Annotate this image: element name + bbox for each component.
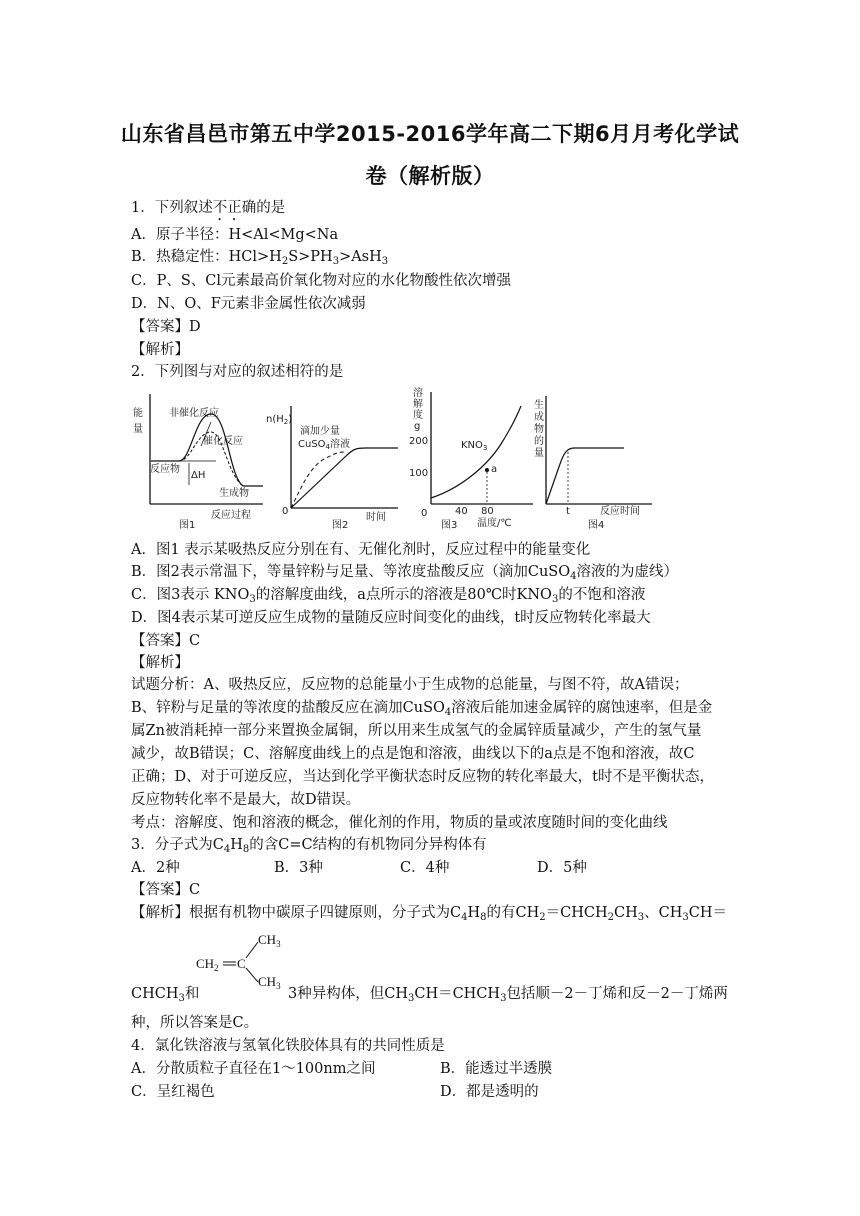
q2-explanation-text: B、锌粉与足量的等浓度的盐酸反应在滴加CuSO: [131, 700, 445, 716]
q3-option-d: D．5种: [537, 860, 587, 876]
q4-option-a: A．分散质粒子直径在1～100nm之间: [131, 1061, 376, 1077]
subscript: 8: [242, 844, 250, 855]
q1-option-b-text: B．热稳定性：HCl>H: [131, 249, 282, 265]
struct-text: CH: [258, 932, 277, 947]
q3-explanation-line: [131, 904, 727, 927]
q4-option-d: D．都是透明的: [440, 1084, 539, 1100]
q3-option-c: C．4种: [400, 860, 450, 876]
isobutene-structure: [190, 928, 300, 996]
fig3-ylabel: 解: [413, 399, 423, 410]
q1-stem-text-end: 确的是: [241, 200, 286, 216]
fig2-note: [298, 437, 350, 451]
q3-stem-text: 的含C=C结构的有机物同分异构体有: [249, 837, 487, 853]
fig4-ylabel: 成: [534, 412, 544, 423]
figure-3-solubility-curve: [401, 386, 535, 532]
fig2-caption: 图2: [332, 520, 349, 531]
q2-answer: 【答案】C: [131, 633, 201, 649]
q2-explanation-line: 试题分析：A、吸热反应，反应物的总能量小于生成物的总能量，与图不符，故A错误；: [131, 677, 689, 693]
fig2-xlabel: 时间: [366, 512, 386, 523]
fig3-tick-200: 200: [409, 436, 429, 447]
fig4-ylabel: 量: [534, 448, 544, 459]
fig4-curve: [546, 448, 624, 504]
q3-explanation-line: 种，所以答案是C。: [131, 1015, 259, 1031]
fig3-curve-label: [461, 440, 487, 452]
q2-option-c-text: 的不饱和溶液: [558, 587, 646, 603]
fig4-ylabel: 的: [534, 436, 544, 447]
struct-c: C: [237, 956, 246, 971]
q1-option-a: A．原子半径：H<Al<Mg<Na: [131, 227, 339, 243]
q1-stem-emphasis: 不正: [212, 200, 242, 216]
subscript: 3: [500, 993, 507, 1004]
fig4-ylabel: 物: [534, 424, 544, 435]
fig3-point-a: [485, 468, 489, 472]
q3-answer: 【答案】C: [131, 882, 201, 898]
subscript: 4: [325, 443, 331, 451]
q3-explanation-line: [131, 985, 199, 1008]
subscript: 3: [276, 981, 281, 991]
q4-stem: 4．氯化铁溶液与氢氧化铁胶体具有的共同性质是: [131, 1038, 445, 1054]
q3-explanation-text: CH＝: [688, 905, 727, 921]
fig1-catalyzed-label: 催化反应: [203, 436, 243, 447]
subscript: 2: [281, 256, 289, 267]
q2-analysis: 【解析】: [131, 655, 189, 671]
subscript: 2: [214, 963, 219, 973]
subscript: 3: [682, 912, 689, 923]
fig3-ylabel: g: [414, 421, 421, 432]
q2-option-b-text: B．图2表示常温下，等量锌粉与足量、等浓度盐酸反应（滴加CuSO: [131, 564, 571, 580]
fig2-note: 滴加少量: [300, 426, 340, 437]
fig4-ylabel: 生: [534, 400, 544, 411]
fig3-xlabel: 温度/℃: [477, 518, 512, 529]
subscript: 3: [637, 912, 645, 923]
q1-stem-text: 1．下列叙述: [131, 200, 213, 216]
fig1-ylabel: 量: [133, 424, 143, 435]
fig3-ylabel: 溶: [413, 388, 423, 399]
q3-explanation-text: ＝CHCH: [545, 905, 608, 921]
q2-option-b-text: 溶液的为虚线）: [576, 564, 679, 580]
fig2-note-text: 溶液: [330, 439, 351, 450]
struct-text: CH: [196, 956, 215, 971]
fig1-uncatalyzed-label: 非催化反应: [169, 408, 219, 419]
subscript: 3: [551, 594, 559, 605]
fig2-note-text: CuSO: [298, 439, 326, 450]
q2-explanation-line: 减少，故B错误；C、溶解度曲线上的点是饱和溶液，曲线以下的a点是不饱和溶液，故C: [131, 746, 695, 762]
q3-explanation-text: CH＝CHCH: [414, 986, 501, 1002]
q3-explanation-text: 【解析】根据有机物中碳原子四键原则，分子式为C: [131, 905, 462, 921]
subscript: 8: [480, 912, 487, 923]
fig1-ylabel: 能: [133, 408, 143, 419]
q1-option-d: D．N、O、F元素非金属性依次减弱: [131, 296, 366, 312]
q2-explanation-line: 反应物转化率不是最大，故D错误。: [131, 792, 361, 808]
q1-analysis: 【解析】: [131, 342, 189, 358]
fig3-tick-0: 0: [421, 508, 428, 519]
subscript: 3: [407, 993, 415, 1004]
q2-explanation-line: 属Zn被消耗掉一部分来置换金属铜，所以用来生成氢气的金属锌质量减少，产生的氢气量: [131, 723, 702, 739]
q3-explanation-text: 3种异构体，但CH: [288, 986, 408, 1002]
q2-option-d: D．图4表示某可逆反应生成物的量随反应时间变化的曲线，t时反应物转化率最大: [131, 610, 651, 626]
fig1-product-label: 生成物: [219, 488, 249, 499]
q2-option-a: A．图1 表示某吸热反应分别在有、无催化剂时，反应过程中的能量变化: [131, 542, 591, 558]
subscript: 2: [283, 418, 289, 426]
q2-option-b: [131, 563, 678, 586]
figure-1-energy-diagram: [131, 386, 266, 532]
subscript: 2: [539, 912, 546, 923]
fig1-reactant-label: 反应物: [150, 464, 180, 475]
q3-explanation-text: H: [467, 905, 481, 921]
q3-option-b: B．3种: [274, 860, 323, 876]
subscript: 3: [381, 256, 389, 267]
fig2-origin: 0: [282, 506, 289, 517]
struct-ch3-top: [258, 932, 281, 949]
fig1-dh-label: ΔH: [191, 470, 206, 481]
fig4-t-label: t: [566, 506, 570, 517]
fig3-kno3-curve: [431, 406, 521, 498]
subscript: 3: [482, 444, 488, 452]
q4-option-b: B．能透过半透膜: [440, 1061, 553, 1077]
bond-line: [246, 968, 258, 982]
struct-ch3-bottom: [258, 974, 281, 991]
fig4-xlabel: 反应时间: [600, 506, 640, 517]
subscript: 4: [444, 707, 452, 718]
fig3-tick-80: 80: [481, 506, 494, 517]
q3-option-a: A．2种: [131, 860, 180, 876]
fig1-uncatalyzed-curve: [151, 414, 263, 486]
fig3-ylabel: 度: [413, 410, 423, 421]
fig2-ylabel-text: ): [288, 414, 293, 425]
q3-explanation-text: 的有CH: [486, 905, 540, 921]
q3-explanation-text: 包括顺－2－丁烯和反－2－丁烯两: [506, 986, 728, 1002]
subscript: 3: [249, 594, 256, 605]
q2-option-c: [131, 586, 645, 609]
fig2-dashed-curve: [291, 452, 344, 508]
q1-option-b-text: >AsH: [339, 249, 382, 265]
q3-stem: [131, 836, 487, 859]
q1-option-b: [131, 248, 388, 271]
figure-2-hydrogen-time: [266, 386, 402, 532]
fig2-solid-curve: [291, 448, 398, 508]
page-title-line2: 卷（解析版）: [365, 164, 495, 188]
q1-option-b-text: S>PH: [288, 249, 333, 265]
struct-ch2: [196, 956, 219, 973]
fig3-point-label: a: [491, 464, 498, 475]
q2-explanation-line: [131, 699, 712, 722]
q2-stem: 2．下列图与对应的叙述相符的是: [131, 364, 344, 380]
bond-line: [246, 942, 258, 958]
struct-text: CH: [258, 974, 277, 989]
q2-kaodian: 考点：溶解度、饱和溶液的概念，催化剂的作用，物质的量或浓度随时间的变化曲线: [131, 815, 668, 831]
q2-option-c-text: 的溶解度曲线，a点所示的溶液是80℃时KNO: [255, 587, 552, 603]
q4-option-c: C．呈红褐色: [131, 1084, 215, 1100]
subscript: 4: [461, 912, 468, 923]
q3-stem-text: 3．分子式为C: [131, 837, 224, 853]
q3-explanation-line: [288, 985, 728, 1008]
subscript: 3: [178, 993, 185, 1004]
q1-answer: 【答案】D: [131, 319, 201, 335]
q1-stem: [131, 199, 285, 224]
fig4-caption: 图4: [588, 520, 605, 531]
page-title-line1: 山东省昌邑市第五中学2015-2016学年高二下期6月月考化学试: [120, 122, 740, 146]
fig3-tick-100: 100: [409, 468, 429, 479]
q3-explanation-text: 、CH: [644, 905, 683, 921]
q2-option-c-text: C．图3表示 KNO: [131, 587, 250, 603]
q3-stem-text: H: [230, 837, 243, 853]
fig3-tick-40: 40: [455, 506, 468, 517]
q1-option-c: C．P、S、Cl元素最高价氧化物对应的水化物酸性依次增强: [131, 273, 512, 289]
subscript: 3: [276, 939, 281, 949]
q2-explanation-text: 溶液后能加速金属锌的腐蚀速率，但是金: [451, 700, 713, 716]
q3-explanation-text: CH: [613, 905, 638, 921]
subscript: 4: [570, 571, 577, 582]
q3-explanation-text: CHCH: [131, 986, 179, 1002]
subscript: 3: [332, 256, 340, 267]
fig3-caption: 图3: [441, 520, 458, 531]
figure-4-product-time: [534, 386, 664, 532]
q2-explanation-line: 正确；D、对于可逆反应，当达到化学平衡状态时反应物的转化率最大，t时不是平衡状态，: [131, 769, 714, 785]
fig1-xlabel: 反应过程: [211, 510, 251, 521]
q3-explanation-text: 和: [184, 986, 200, 1002]
fig3-curve-text: KNO: [461, 440, 483, 451]
fig2-ylabel-text: n(H: [266, 414, 284, 425]
subscript: 4: [223, 844, 231, 855]
subscript: 2: [607, 912, 614, 923]
fig2-ylabel: [266, 414, 292, 426]
fig1-caption: 图1: [179, 520, 196, 531]
